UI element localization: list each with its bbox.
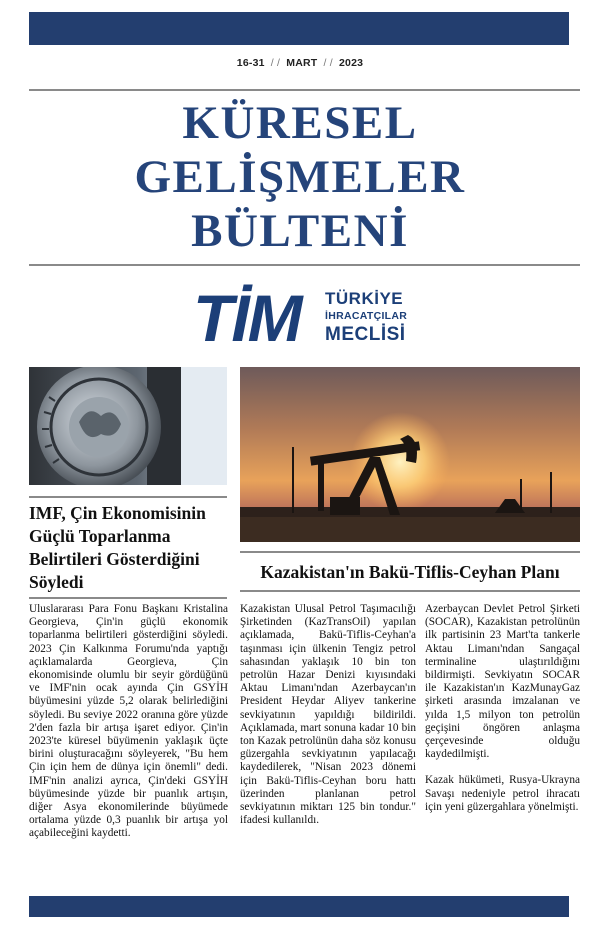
top-banner-bar — [29, 12, 569, 45]
kz-article-headline: Kazakistan'ın Bakü-Tiflis-Ceyhan Planı — [260, 562, 560, 582]
imf-article-headline: IMF, Çin Ekonomisinin Güçlü Toparlanma Belirtileri Gösterdiğini Söyledi — [29, 503, 206, 592]
oil-pumpjack-photo — [240, 367, 580, 542]
tim-logo — [193, 281, 423, 355]
imf-headline-bottom-rule — [29, 597, 227, 599]
article-paragraph: Kazak hükümeti, Rusya-Ukrayna Savaşı nedeniyle petrol ihracatı için yeni güzergahlara yönelmişti. — [425, 774, 580, 813]
logo-line-turkiye: TÜRKİYE — [325, 289, 404, 308]
title-line: GELİŞMELER — [134, 151, 466, 203]
date-range: 16-31 — [236, 57, 265, 69]
imf-headline-top-rule — [29, 496, 227, 498]
bottom-banner-bar — [29, 896, 569, 917]
date-separator: / / — [323, 57, 333, 69]
date-separator: / / — [270, 57, 281, 69]
title-top-rule — [29, 89, 580, 91]
issue-dateline — [0, 57, 600, 69]
kz-headline-bottom-rule — [240, 590, 580, 592]
title-bottom-rule — [29, 264, 580, 266]
imf-article-body — [29, 603, 228, 854]
title-line: BÜLTENİ — [191, 205, 409, 257]
article-paragraph: Uluslararası Para Fonu Başkanı Kristalina Georgieva, Çin'in güçlü ekonomik toparlanma belirtileri gösterdiğini söyledi. 2023 Çin Kalkınma Forumu'nda yaptığı açıklamalarda Georgieva, Çin ekonomisinde olumlu bir seyir gördüğünü ve IMF'nin ocak ayında Çin GSYİH büyümesini yüzde 5,2 olarak belirlediğini söyledi. Bu seviye 2022 oranına göre yüzde 2'den fazla bir artışa işaret ediyor. Çin'in 2023'te küresel büyümenin yaklaşık üçte birini oluşturacağını söyleyerek, "Bu hem Çin için hem de dünya için önemli" dedi. IMF'nin analizi ayrıca, Çin'deki GSYİH büyümesinde yüzde bir puanlık artışın, diğer Asya ekonomilerinde büyümede ortalama yüzde 0,3 puanlık bir artışa yol açabileceğini kaydetti. — [29, 603, 228, 840]
kz-article-body-col1 — [240, 603, 416, 840]
article-paragraph: Kazakistan Ulusal Petrol Taşımacılığı Şirketinden (KazTransOil) yapılan açıklamada, Bakü-Tiflis-Ceyhan'a taşınması için ülkenin Tengiz petrol sahasından yaklaşık 10 bin ton petrolün Hazar Denizi kıyısındaki Aktau Limanı'ndan Azerbaycan'ın President Heydar Aliyev tankerine sevkiyatının yapıldığı bildirildi. Açıklamada, mart sonuna kadar 10 bin ton Kazak petrolünün daha söz konusu güzergahla sevkiyatının yapılacağı kaydedilerek, "Nisan 2023 dönemi için Bakü-Tiflis-Ceyhan boru hattı üzerinden planlanan petrol sevkiyatının miktarı 125 bin tondur." ifadesi kullanıldı. — [240, 603, 416, 827]
logo-line-ihracatcilar: İHRACATÇILAR — [325, 310, 408, 322]
issue-year: 2023 — [339, 57, 364, 69]
tim-logo-text — [325, 289, 407, 346]
article-paragraph: Azerbaycan Devlet Petrol Şirketi (SOCAR), Kazakistan petrolünün ilk partisinin 23 Mart'ta tankerle Aktau Limanı'ndan Sangaçal terminaline ulaştırıldığını bildirmişti. Sevkiyatın SOCAR ile Kazakistan'ın KazMunayGaz şirketi arasında imzalanan ve yılda 1,5 milyon ton petrolün geçişini öngören anlaşma çerçevesinde olduğu kaydedilmişti. — [425, 603, 580, 761]
logo-line-meclisi: MECLİSİ — [325, 324, 406, 345]
issue-month: MART — [286, 57, 318, 69]
title-line: KÜRESEL — [182, 97, 418, 149]
kz-article-body-col2 — [425, 603, 580, 827]
imf-seal-photo — [29, 367, 227, 485]
kz-headline-top-rule — [240, 551, 580, 553]
bulletin-title — [0, 96, 600, 258]
tim-logo-mark: TİM — [193, 281, 301, 355]
